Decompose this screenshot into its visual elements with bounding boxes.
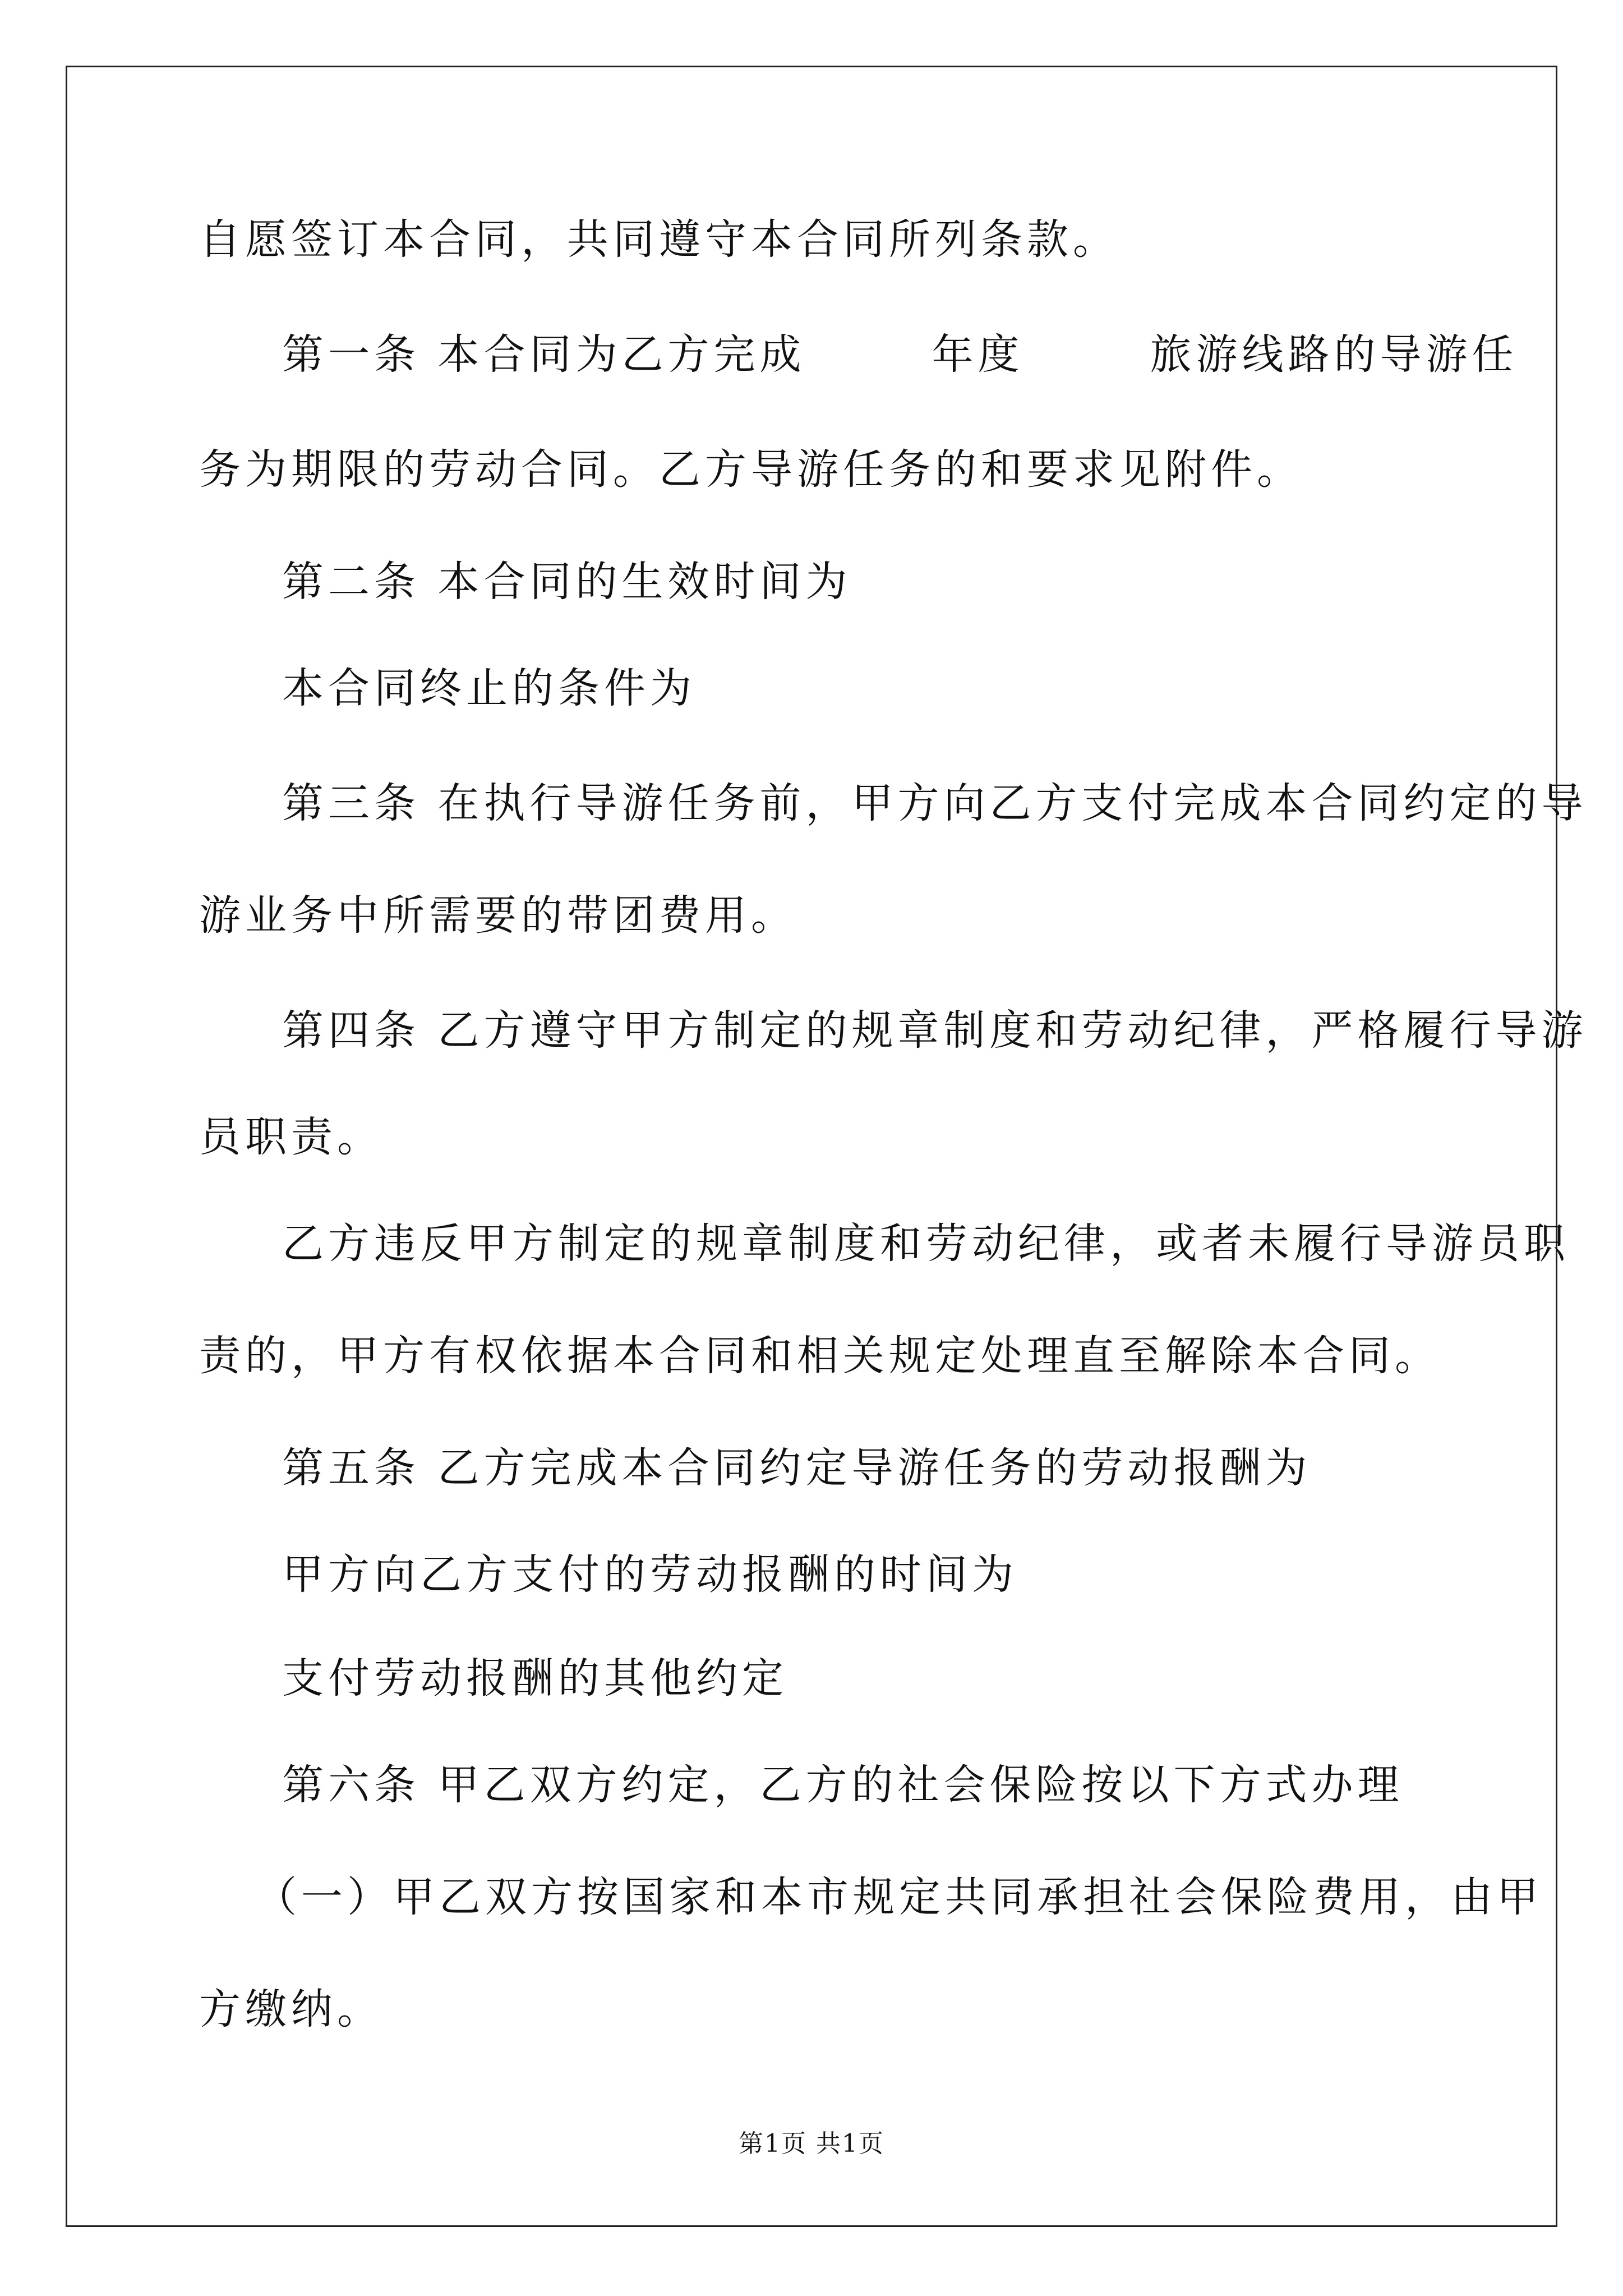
article-5-line-2: 甲方向乙方支付的劳动报酬的时间为 <box>282 1550 1018 1599</box>
article-6-line-1: 第六条 甲乙双方约定，乙方的社会保险按以下方式办理 <box>282 1761 1404 1809</box>
article-6-item-1-line-1: （一）甲乙双方按国家和本市规定共同承担社会保险费用，由甲 <box>255 1873 1543 1921</box>
article-5-line-3: 支付劳动报酬的其他约定 <box>282 1654 788 1703</box>
article-3-line-2: 游业务中所需要的带团费用。 <box>199 891 797 940</box>
article-1-line-2: 务为期限的劳动合同。乙方导游任务的和要求见附件。 <box>199 445 1303 494</box>
article-4-line-2: 员职责。 <box>199 1113 383 1161</box>
page-number: 第1页 共1页 <box>739 2129 884 2158</box>
article-1-line-1 <box>282 330 1518 379</box>
article-4-line-4: 责的，甲方有权依据本合同和相关规定处理直至解除本合同。 <box>199 1332 1441 1380</box>
article-5-line-1: 第五条 乙方完成本合同约定导游任务的劳动报酬为 <box>282 1444 1312 1492</box>
paragraph-intro: 自愿签订本合同，共同遵守本合同所列条款。 <box>199 215 1119 264</box>
article-1-part-c: 旅游线路的导游任 <box>1150 330 1518 379</box>
article-3-line-1: 第三条 在执行导游任务前，甲方向乙方支付完成本合同约定的导 <box>282 779 1588 827</box>
article-2-line-1: 第二条 本合同的生效时间为 <box>282 558 852 606</box>
article-1-part-a: 第一条 本合同为乙方完成 <box>282 330 806 379</box>
article-6-item-1-line-2: 方缴纳。 <box>199 1985 383 2033</box>
article-4-line-1: 第四条 乙方遵守甲方制定的规章制度和劳动纪律，严格履行导游 <box>282 1006 1588 1055</box>
article-2-line-2: 本合同终止的条件为 <box>282 664 696 712</box>
article-4-line-3: 乙方违反甲方制定的规章制度和劳动纪律，或者未履行导游员职 <box>282 1220 1570 1268</box>
article-1-part-b: 年度 <box>932 330 1024 379</box>
